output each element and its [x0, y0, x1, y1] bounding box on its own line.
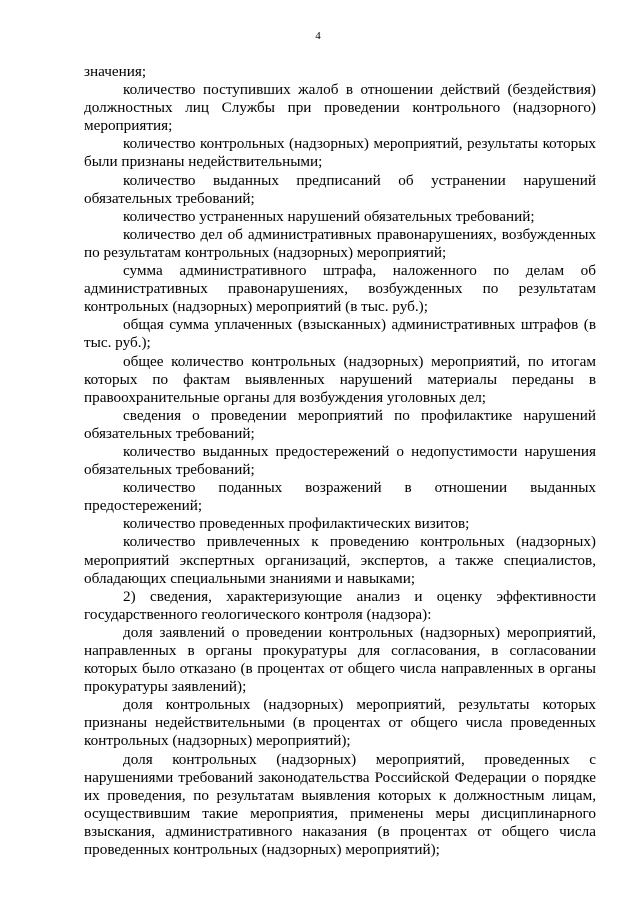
- paragraph: сведения о проведении мероприятий по профилактике нарушений обязательных требований;: [84, 406, 596, 442]
- paragraph: значения;: [84, 63, 147, 80]
- paragraph: количество проведенных профилактических визитов;: [123, 515, 470, 533]
- paragraph: сумма административного штрафа, наложенного по делам об административных правонарушениях, возбужденных по результатам контрольных (надзорных) мероприятий (в тыс. руб.);: [84, 262, 596, 316]
- page-number: 4: [315, 30, 321, 42]
- paragraph: доля заявлений о проведении контрольных (надзорных) мероприятий, направленных в органы прокуратуры для согласования, в согласовании которых было отказано (в процентах от общего числа направленных в органы прокуратуры заявлений);: [84, 623, 596, 696]
- paragraph: общая сумма уплаченных (взысканных) административных штрафов (в тыс. руб.);: [84, 316, 596, 352]
- document-body: [84, 63, 596, 859]
- paragraph: количество дел об административных правонарушениях, возбужденных по результатам контрольных (надзорных) мероприятий;: [84, 225, 596, 261]
- paragraph: количество поданных возражений в отношении выданных предостережений;: [84, 479, 596, 515]
- paragraph: количество привлеченных к проведению контрольных (надзорных) мероприятий экспертных организаций, экспертов, а также специалистов, обладающих специальными знаниями и навыками;: [84, 533, 596, 587]
- paragraph: количество поступивших жалоб в отношении действий (бездействия) должностных лиц Службы при проведении контрольного (надзорного) мероприятия;: [84, 81, 596, 135]
- paragraph: количество контрольных (надзорных) мероприятий, результаты которых были признаны недействительными;: [84, 135, 596, 171]
- paragraph: количество выданных предписаний об устранении нарушений обязательных требований;: [84, 171, 596, 207]
- paragraph: доля контрольных (надзорных) мероприятий, результаты которых признаны недействительными (в процентах от общего числа проведенных контрольных (надзорных) мероприятий);: [84, 696, 596, 750]
- paragraph: 2) сведения, характеризующие анализ и оценку эффективности государственного геологического контроля (надзора):: [84, 587, 596, 623]
- paragraph: количество выданных предостережений о недопустимости нарушения обязательных требований;: [84, 442, 596, 479]
- paragraph: количество устраненных нарушений обязательных требований;: [123, 207, 535, 225]
- paragraph: общее количество контрольных (надзорных) мероприятий, по итогам которых по фактам выявленных нарушений материалы переданы в правоохранительные органы для возбуждения уголовных дел;: [84, 352, 596, 406]
- paragraph: доля контрольных (надзорных) мероприятий, проведенных с нарушениями требований законодательства Российской Федерации о порядке их проведения, по результатам выявления которых к должностным лицам, осуществившим такие мероприятия, применены меры дисциплинарного взыскания, административного наказания (в процентах от общего числа проведенных контрольных (надзорных) мероприятий);: [84, 750, 596, 859]
